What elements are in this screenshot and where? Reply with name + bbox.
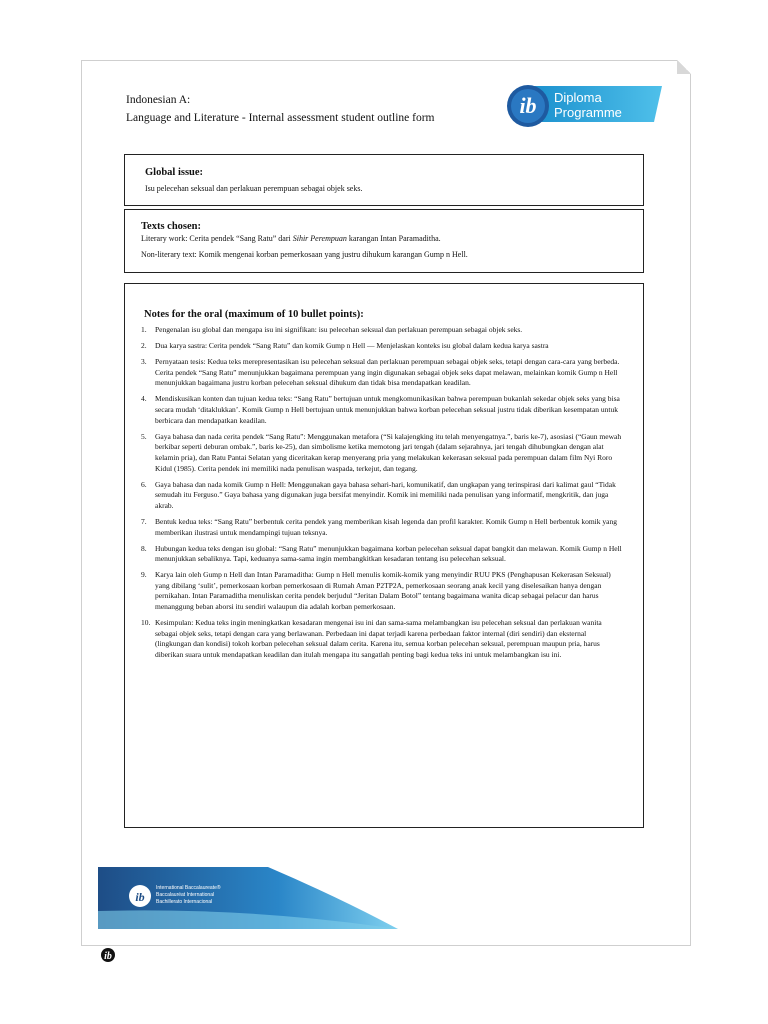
texts-chosen-title: Texts chosen: <box>141 221 201 232</box>
notes-item <box>141 570 627 612</box>
notes-item-number: 3. <box>141 357 147 367</box>
non-literary-line: Non-literary text: Komik mengenai korban pemerkosaan yang justru dihukum karangan Gump n Hell. <box>141 250 468 259</box>
ib-small-logo-icon <box>100 947 116 963</box>
footer-line1: International Baccalaureate® <box>156 885 221 891</box>
global-issue-box <box>124 154 644 206</box>
notes-item-text: Mendiskusikan konten dan tujuan kedua teks: “Sang Ratu” bertujuan untuk mengkomunikasikan bahwa perempuan bukanlah sekedar objek seks yang bisa secara mudah ‘ditaklukkan’. Komik Gump n Hell bertujuan untuk menunjukkan bahwa korban pelecehan seksual justru tidak diberikan kesempatan untuk berbicara dan mendapatkan keadilan. <box>155 394 620 425</box>
footer-line2: Baccalauréat International <box>156 892 215 898</box>
notes-item-text: Hubungan kedua teks dengan isu global: “Sang Ratu” menunjukkan bagaimana korban pelecehan seksual dapat bangkit dan melawan. Komik Gump n Hell menunjukkan sebaliknya. Tapi, keduanya sama-sama ingin membangkitkan kesadaran tentang isu pelecehan seksual. <box>155 543 622 564</box>
notes-item-number: 1. <box>141 325 147 334</box>
notes-item <box>141 357 627 389</box>
notes-item-text: Bentuk kedua teks: “Sang Ratu” berbentuk cerita pendek yang memberikan kisah legenda dan profil karakter. Komik Gump n Hell berbentuk komik yang memberikan ilustrasi untuk mendampingi tujuan teksnya. <box>155 516 617 537</box>
notes-item <box>141 394 627 426</box>
notes-item-text: Dua karya sastra: Cerita pendek “Sang Ratu” dan komik Gump n Hell — Menjelaskan konteks isu global dalam kedua karya sastra <box>155 341 549 351</box>
notes-item-text: Pernyataan tesis: Kedua teks merepresentasikan isu pelecehan seksual dan perlakuan perempuan sebagai objek seks, tetapi dengan cara-cara yang berbeda. Cerita pendek “Sang Ratu” menunjukkan bagaimana perempuan yang ingin digunakan sebagai objek seks dapat melawan, melainkan komik Gump n Hell menunjukkan bagaimana justru korban pelecehan seksual dihukum dan tidak bisa mendapatkan keadilan. <box>155 357 620 388</box>
notes-item <box>141 544 627 565</box>
notes-item-number: 2. <box>141 341 147 351</box>
header-form-title: Language and Literature - Internal assessment student outline form <box>126 112 435 124</box>
global-issue-title: Global issue: <box>145 167 204 178</box>
logo-line2: Programme <box>554 105 622 120</box>
notes-item-text: Pengenalan isu global dan mengapa isu ini signifikan: isu pelecehan seksual dan perlakuan perempuan sebagai objek seks. <box>155 325 523 334</box>
svg-text:ib: ib <box>104 951 112 962</box>
document-page <box>81 60 691 946</box>
notes-item-text: Gaya bahasa dan nada komik Gump n Hell: Menggunakan gaya bahasa sehari-hari, komunikatif, dan ungkapan yang terinspirasi dari kalimat gaul “Tidak semudah itu Ferguso.” Gaya bahasa yang digunakan juga bersifat menyindir. Komik ini memiliki nada penulisan yang informatif, mengkritik, dan juga akrab. <box>155 479 616 510</box>
notes-item-number: 7. <box>141 516 147 526</box>
notes-item <box>141 432 627 474</box>
notes-box <box>124 283 644 828</box>
ib-diploma-logo <box>506 82 662 130</box>
header-subject: Indonesian A: <box>126 94 191 106</box>
texts-chosen-box <box>124 209 644 273</box>
logo-line1: Diploma <box>554 90 602 105</box>
notes-item-number: 6. <box>141 479 147 489</box>
notes-item <box>141 341 627 352</box>
notes-item <box>141 480 627 512</box>
form-header <box>126 91 434 127</box>
notes-item-text: Gaya bahasa dan nada cerita pendek “Sang Ratu”: Menggunakan metafora (“Si kalajengking itu telah menyengatnya.”, baris ke-7), asosiasi (“Gaun mewah berkibar seperti deburan ombak.”, baris ke-25), dan simbolisme ketika memotong jari tengah (dalam sejarahnya, jari tengah dihubungkan dengan alat kelamin pria), dan Ratu Pantai Selatan yang diceritakan kerap menyerang pria yang melakukan kekerasan seksual pada perempuan dalam film Nyi Roro Kidul (1985). Cerita pendek ini memiliki nada penulisan waspada, terkejut, dan tegang. <box>155 431 622 473</box>
ib-logo-mark: ib <box>519 93 537 118</box>
notes-item-text: Karya lain oleh Gump n Hell dan Intan Paramaditha: Gump n Hell menulis komik-komik yang menyindir RUU PKS (Penghapusan Kekerasan Seksual) yang dibilang ‘sulit’, pemerkosaan korban pemerkosaan di Rumah Aman P2TP2A, pemerkosaan seorang anak kecil yang diselesaikan hanya dengan pernikahan. Intan Paramaditha menuliskan cerita pendek berjudul “Jeritan Dalam Botol” tentang bagaimana wanita dicap sebagai pelacur dan harus menanggung beban aborsi itu sendiri walaupun dia adalah korban pemerkosaan. <box>155 570 611 612</box>
notes-item-number: 8. <box>141 543 147 553</box>
notes-item <box>141 325 627 336</box>
literary-work-line: Literary work: Cerita pendek “Sang Ratu” dari Sihir Perempuan karangan Intan Paramaditha. <box>141 234 441 243</box>
notes-title: Notes for the oral (maximum of 10 bullet points): <box>144 309 364 320</box>
global-issue-text: Isu pelecehan seksual dan perlakuan perempuan sebagai objek seks. <box>145 184 363 193</box>
svg-text:ib: ib <box>135 890 145 904</box>
page-fold-corner <box>677 60 691 74</box>
notes-item-number: 5. <box>141 431 147 441</box>
notes-item-text: Kesimpulan: Kedua teks ingin meningkatkan kesadaran mengenai isu ini dan sama-sama melambangkan isu pelecehan seksual dan perlakuan wanita sebagai objek seks, tetapi dengan cara yang berlawanan. Perbedaan ini dapat terjadi karena perbedaan faktor internal (diri sendiri) dan eksternal (lingkungan dan kondisi) tokoh korban pelecehan seksual dalam cerita. Karena itu, semua korban pelecehan seksual, perempuan maupun pria, harus diberikan suara untuk mendapatkan keadilan dan itulah mengapa itu sangatlah penting bagi kedua teks ini untuk melambangkan isu ini. <box>155 618 602 659</box>
notes-list <box>141 325 627 661</box>
notes-item-number: 4. <box>141 394 147 404</box>
notes-item <box>141 517 627 538</box>
notes-item-number: 10. <box>141 618 151 628</box>
ib-footer-banner <box>98 867 398 929</box>
notes-item <box>141 618 627 660</box>
notes-item-number: 9. <box>141 570 147 580</box>
footer-line3: Bachillerato Internacional <box>156 899 213 905</box>
